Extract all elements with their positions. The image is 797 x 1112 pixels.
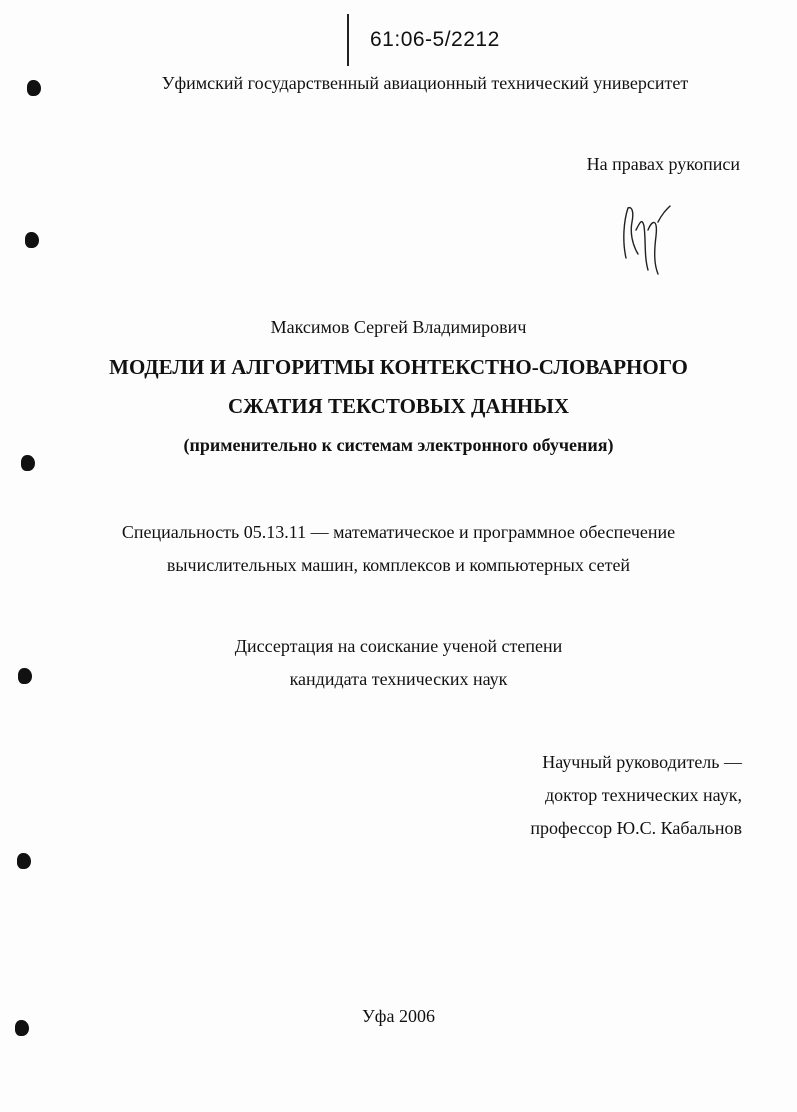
author-name: Максимов Сергей Владимирович [270, 317, 527, 337]
signature-icon [618, 200, 674, 280]
advisor-line-2: доктор технических наук, [545, 785, 742, 805]
university-name: Уфимский государственный авиационный технический университет [161, 73, 689, 93]
punch-hole-icon [21, 455, 35, 471]
specialty-line-1: Специальность 05.13.11 — математическое и программное обеспечение [121, 522, 676, 542]
advisor-line-1: Научный руководитель — [542, 752, 742, 772]
manuscript-note: На правах рукописи [586, 154, 740, 174]
dissertation-line-1: Диссертация на соискание ученой степени [234, 636, 563, 656]
punch-hole-icon [18, 668, 32, 684]
archive-code: 61:06-5/2212 [370, 28, 500, 51]
advisor-line-3: профессор Ю.С. Кабальнов [530, 818, 742, 838]
dissertation-line-2: кандидата технических наук [289, 669, 508, 689]
punch-hole-icon [15, 1020, 29, 1036]
title-line-1: МОДЕЛИ И АЛГОРИТМЫ КОНТЕКСТНО-СЛОВАРНОГО [109, 355, 688, 379]
place-year: Уфа 2006 [362, 1006, 435, 1026]
punch-hole-icon [17, 853, 31, 869]
title-line-2: СЖАТИЯ ТЕКСТОВЫХ ДАННЫХ [227, 394, 570, 418]
title-subtitle: (применительно к системам электронного обучения) [183, 435, 614, 455]
punch-hole-icon [27, 80, 41, 96]
punch-hole-icon [25, 232, 39, 248]
stamp-divider [347, 14, 349, 66]
specialty-line-2: вычислительных машин, комплексов и компьютерных сетей [166, 555, 631, 575]
